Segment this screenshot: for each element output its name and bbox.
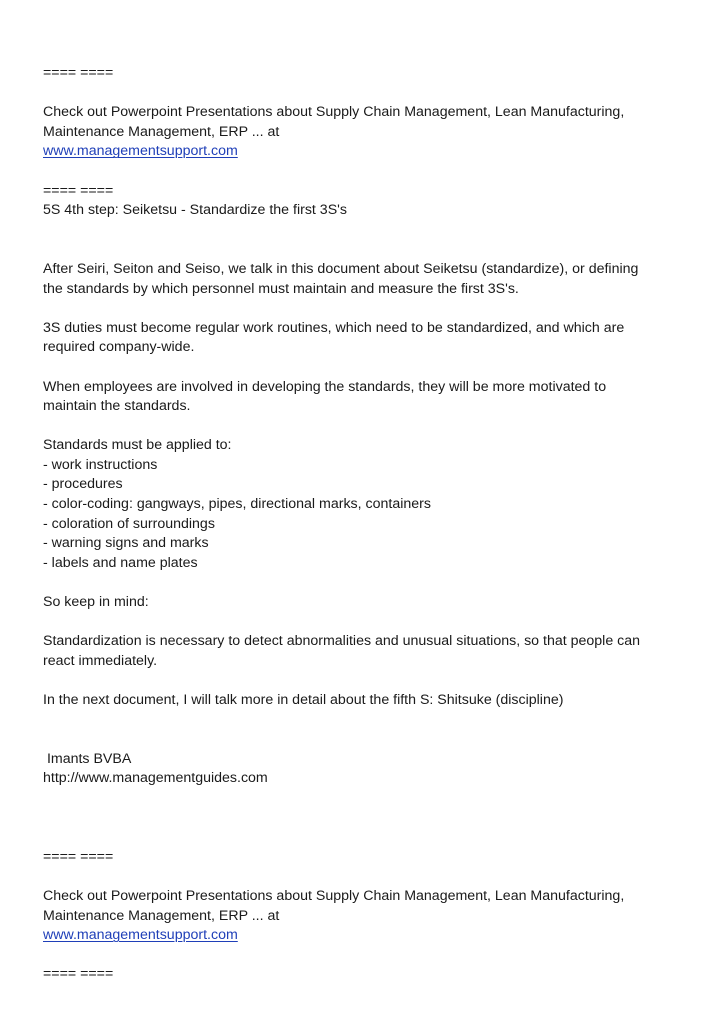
list-item: - warning signs and marks [43,535,209,552]
header-promo-link[interactable]: www.managementsupport.com [43,143,238,160]
footer-promo-line-3 [43,926,693,946]
spacer [43,867,693,887]
duties-line-2: required company-wide. [43,339,195,356]
header-separator-top: ==== ==== [43,65,114,81]
header-promo-line-1: Check out Powerpoint Presentations about Supply Chain Management, Lean Manufacturing, [43,104,625,121]
list-item: - labels and name plates [43,554,198,571]
author-url: http://www.managementguides.com [43,770,268,787]
spacer [43,573,693,593]
footer-promo-line-1: Check out Powerpoint Presentations about Supply Chain Management, Lean Manufacturing, [43,887,625,904]
footer-separator-bottom: ==== ==== [43,966,114,983]
footer-promo-link[interactable]: www.managementsupport.com [43,927,238,944]
spacer [43,613,693,633]
standardization-line-1: Standardization is necessary to detect abnormalities and unusual situations, so that people can [43,633,641,650]
list-item: - coloration of surroundings [43,515,215,532]
duties-line-1: 3S duties must become regular work routines, which need to be standardized, and which are [43,319,625,336]
intro-line-2: the standards by which personnel must maintain and measure the first 3S's. [43,280,519,297]
document-page [43,64,693,985]
intro-paragraph [43,260,693,299]
standards-list [43,436,693,573]
header-promo-line-3 [43,142,693,162]
spacer [43,162,693,182]
spacer [43,221,693,260]
employees-line-2: maintain the standards. [43,398,191,415]
list-item: - procedures [43,476,123,493]
next-document: In the next document, I will talk more in detail about the fifth S: Shitsuke (discipline) [43,692,564,708]
header-separator-bottom: ==== ==== [43,182,114,199]
footer-promo-line-2: Maintenance Management, ERP ... at [43,907,280,924]
list-item: - work instructions [43,456,158,473]
spacer [43,789,693,848]
duties-paragraph [43,319,693,358]
employees-line-1: When employees are involved in developing the standards, they will be more motivated to [43,378,607,395]
header-promo-line-2: Maintenance Management, ERP ... at [43,123,280,140]
standardization-line-2: react immediately. [43,652,158,669]
intro-line-1: After Seiri, Seiton and Seiso, we talk in this document about Seiketsu (standardize), or defining [43,260,639,277]
spacer [43,671,693,691]
spacer [43,417,693,437]
list-item: - color-coding: gangways, pipes, directional marks, containers [43,496,431,513]
standardization-paragraph [43,632,693,671]
spacer [43,358,693,378]
article-title: 5S 4th step: Seiketsu - Standardize the first 3S's [43,202,347,219]
standards-list-heading: Standards must be applied to: [43,437,232,454]
footer-separator-top: ==== ==== [43,848,114,865]
keep-in-mind: So keep in mind: [43,594,149,611]
author-block [43,750,693,789]
spacer [43,711,693,750]
spacer [43,84,693,104]
spacer [43,299,693,319]
spacer [43,946,693,966]
author-name: Imants BVBA [43,750,132,767]
header-promo [43,64,693,201]
employees-paragraph [43,378,693,417]
footer-promo [43,848,693,985]
